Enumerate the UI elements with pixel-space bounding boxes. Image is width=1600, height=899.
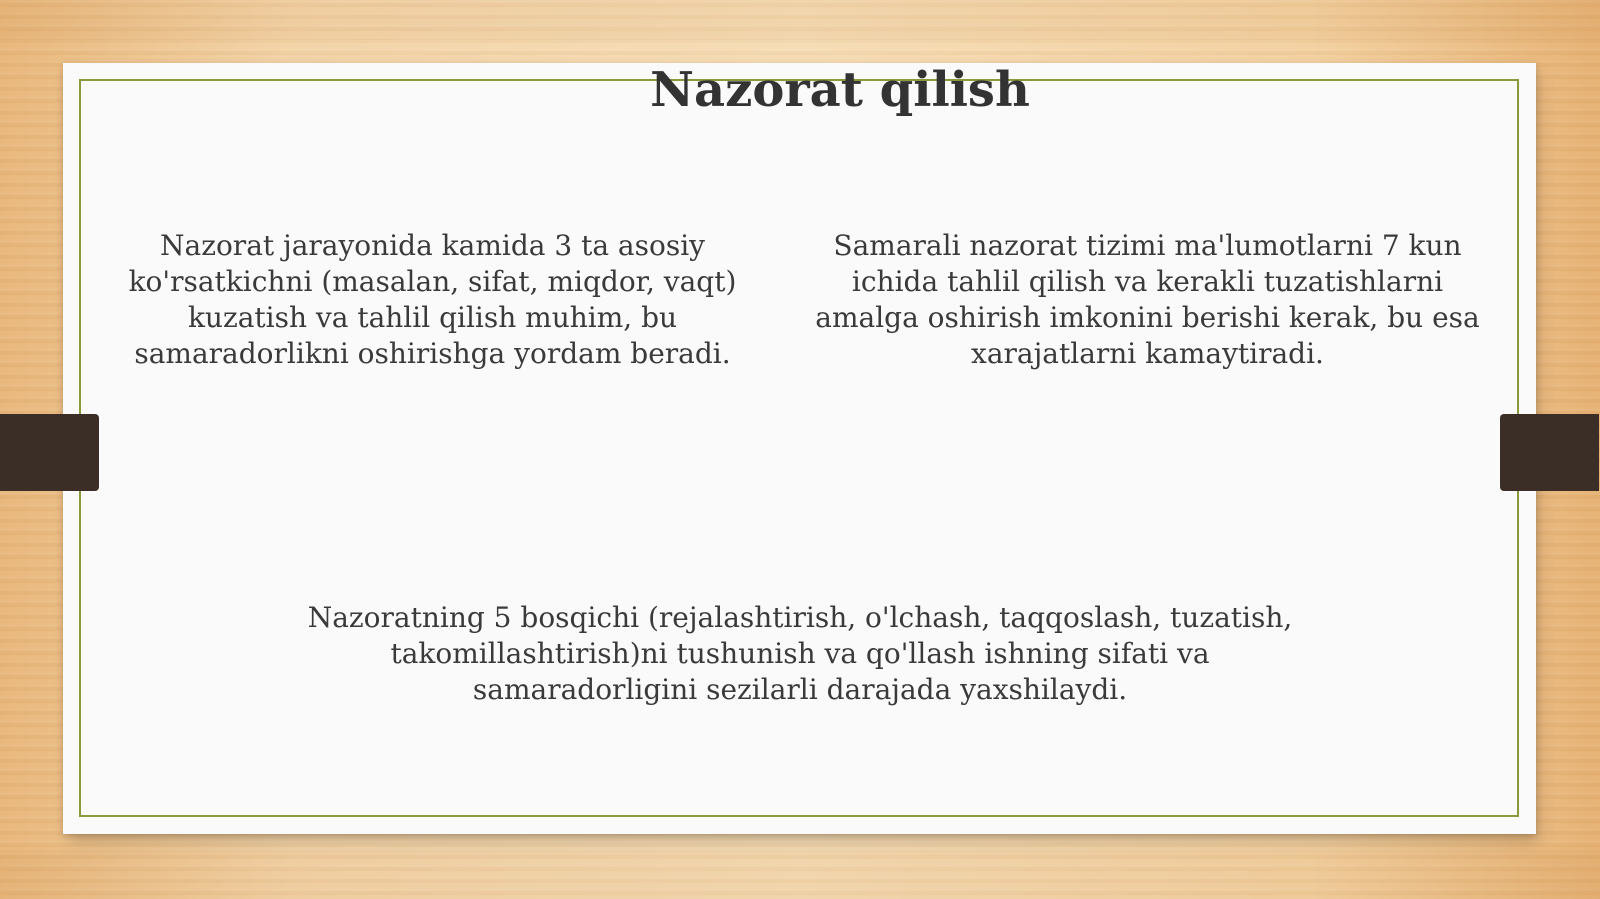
slide-title: Nazorat qilish	[650, 62, 1030, 118]
paragraph-left: Nazorat jarayonida kamida 3 ta asosiy ko'rsatkichni (masalan, sifat, miqdor, vaqt) kuzatish va tahlil qilish muhim, bu samaradorlikni oshirishga yordam beradi.	[128, 229, 737, 370]
paragraph-right: Samarali nazorat tizimi ma'lumotlarni 7 kun ichida tahlil qilish va kerakli tuzatishlarni amalga oshirish imkonini berishi kerak, bu esa xarajatlarni kamaytiradi.	[815, 229, 1480, 370]
wood-grain-band	[0, 0, 1600, 40]
wood-grain-band	[0, 850, 1600, 899]
right-binder-tab	[1500, 414, 1599, 491]
left-binder-tab	[0, 414, 99, 491]
paragraph-bottom: Nazoratning 5 bosqichi (rejalashtirish, o'lchash, taqqoslash, tuzatish, takomillashtirish)ni tushunish va qo'llash ishning sifati va samaradorligini sezilarli darajada yaxshilaydi.	[307, 601, 1293, 706]
